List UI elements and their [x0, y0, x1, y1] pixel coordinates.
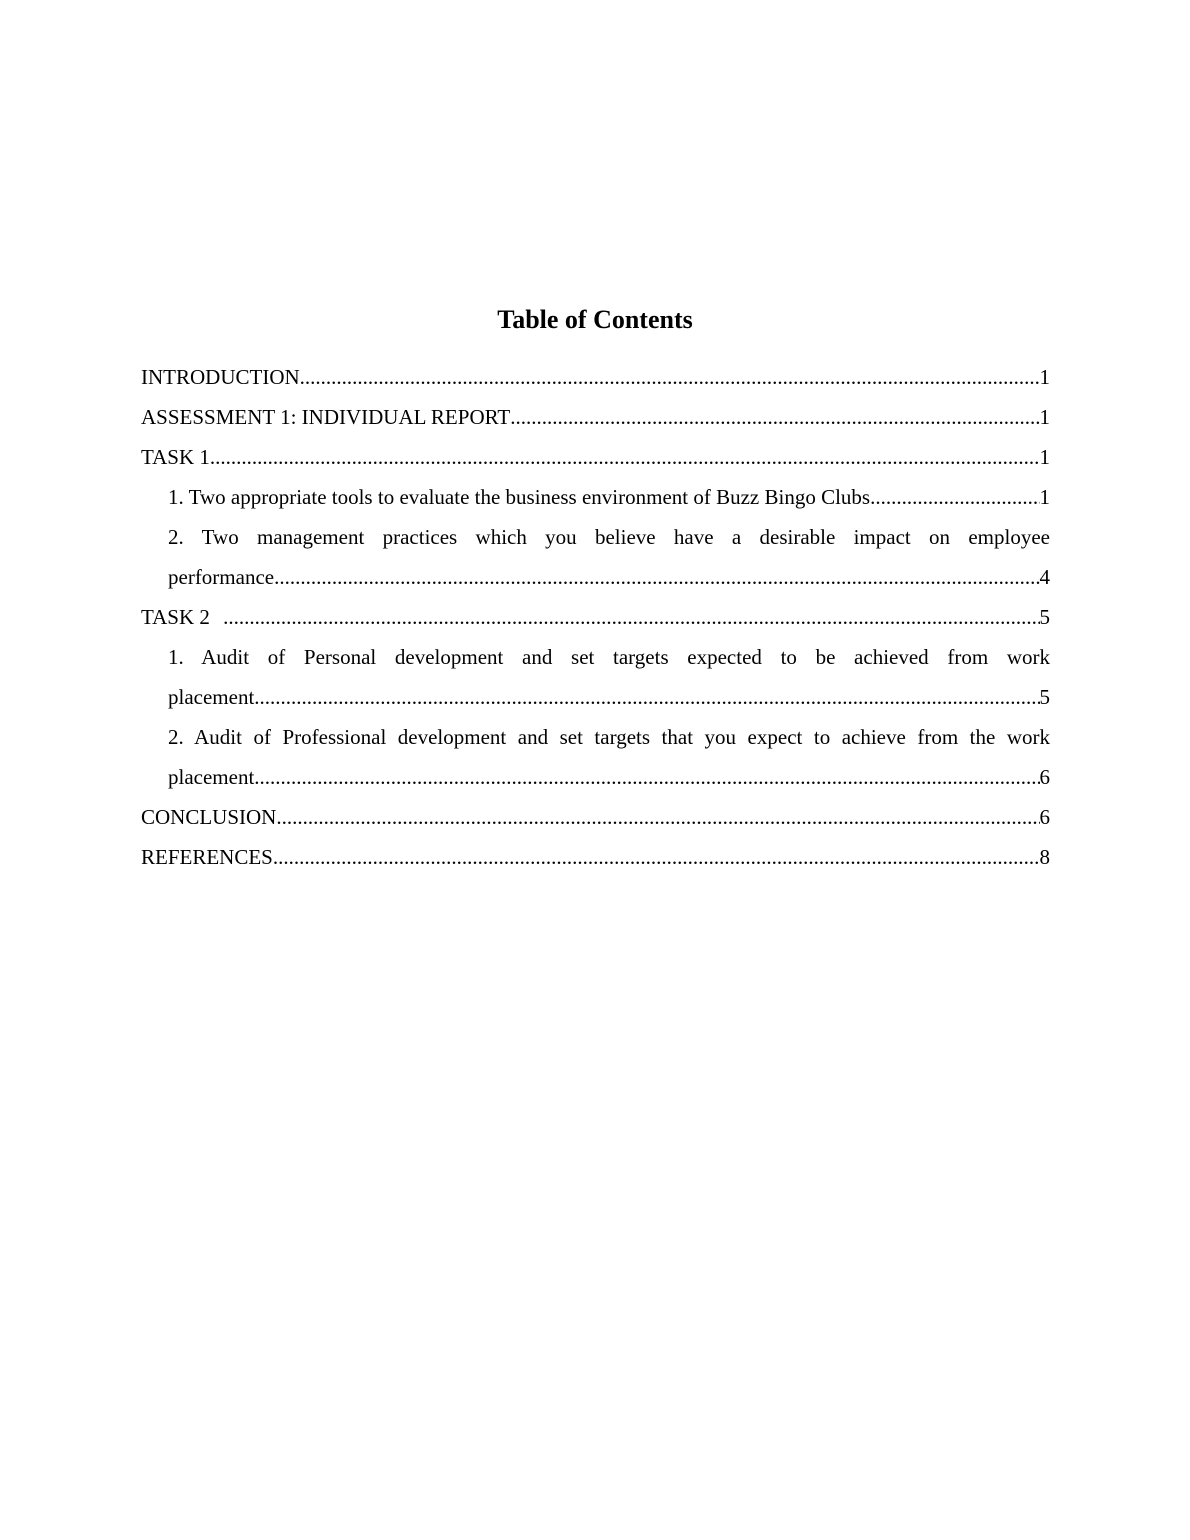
toc-entry-text-line2: placement [168, 765, 255, 789]
toc-entry-text: CONCLUSION [141, 805, 277, 829]
toc-page-number: 6 [1039, 765, 1050, 789]
toc-entry-text-line1: 2. Two management practices which you believe have a desirable impact on employee [168, 525, 1050, 549]
toc-page-number: 5 [1039, 605, 1050, 629]
toc-entry-text: 1. Two appropriate tools to evaluate the business environment of Buzz Bingo Clubs [168, 485, 871, 509]
toc-leader-dots [223, 597, 1039, 637]
toc-leader-dots [254, 677, 1039, 717]
toc-entry-task-1-item-1[interactable] [168, 477, 1050, 517]
toc-leader-dots [276, 797, 1039, 837]
toc-entry-text-line2: placement [168, 685, 255, 709]
toc-entry-conclusion[interactable] [141, 797, 1050, 837]
toc-page-number: 1 [1039, 485, 1050, 509]
toc-entry-task-2-item-1[interactable] [168, 637, 1050, 717]
toc-entry-text: TASK 1 [141, 445, 210, 469]
toc-page-number: 4 [1039, 565, 1050, 589]
toc-leader-dots [210, 437, 1040, 477]
toc-page-number: 1 [1039, 405, 1050, 429]
toc-entry-text-line1: 1. Audit of Personal development and set targets expected to be achieved from work [168, 645, 1050, 669]
toc-entry-text: ASSESSMENT 1: INDIVIDUAL REPORT [141, 405, 511, 429]
toc-entry-task-1-item-2[interactable] [168, 517, 1050, 597]
toc-page-number: 1 [1039, 445, 1050, 469]
toc-entry-references[interactable] [141, 837, 1050, 877]
toc-entry-text-line1: 2. Audit of Professional development and set targets that you expect to achieve from the work [168, 725, 1050, 749]
toc-leader-dots [300, 357, 1040, 397]
toc-page-number: 5 [1039, 685, 1050, 709]
toc-leader-dots [274, 557, 1039, 597]
toc-entry-introduction[interactable] [141, 357, 1050, 397]
toc-entry-task-2-item-2[interactable] [168, 717, 1050, 797]
toc-entry-text: INTRODUCTION [141, 365, 300, 389]
toc-entry-task-1[interactable] [141, 437, 1050, 477]
toc-leader-dots [510, 397, 1039, 437]
toc-leader-dots [273, 837, 1040, 877]
toc-title: Table of Contents [497, 305, 693, 334]
toc-list [141, 357, 1050, 877]
toc-entry-text: REFERENCES [141, 845, 273, 869]
toc-page-number: 8 [1039, 845, 1050, 869]
toc-entry-task-2[interactable] [141, 597, 1050, 637]
toc-page-number: 6 [1039, 805, 1050, 829]
toc-leader-dots [870, 477, 1039, 517]
toc-page-number: 1 [1039, 365, 1050, 389]
toc-entry-assessment-1[interactable] [141, 397, 1050, 437]
toc-entry-text-line2: performance [168, 565, 275, 589]
toc-leader-dots [254, 757, 1039, 797]
toc-entry-text: TASK 2 [141, 605, 216, 629]
